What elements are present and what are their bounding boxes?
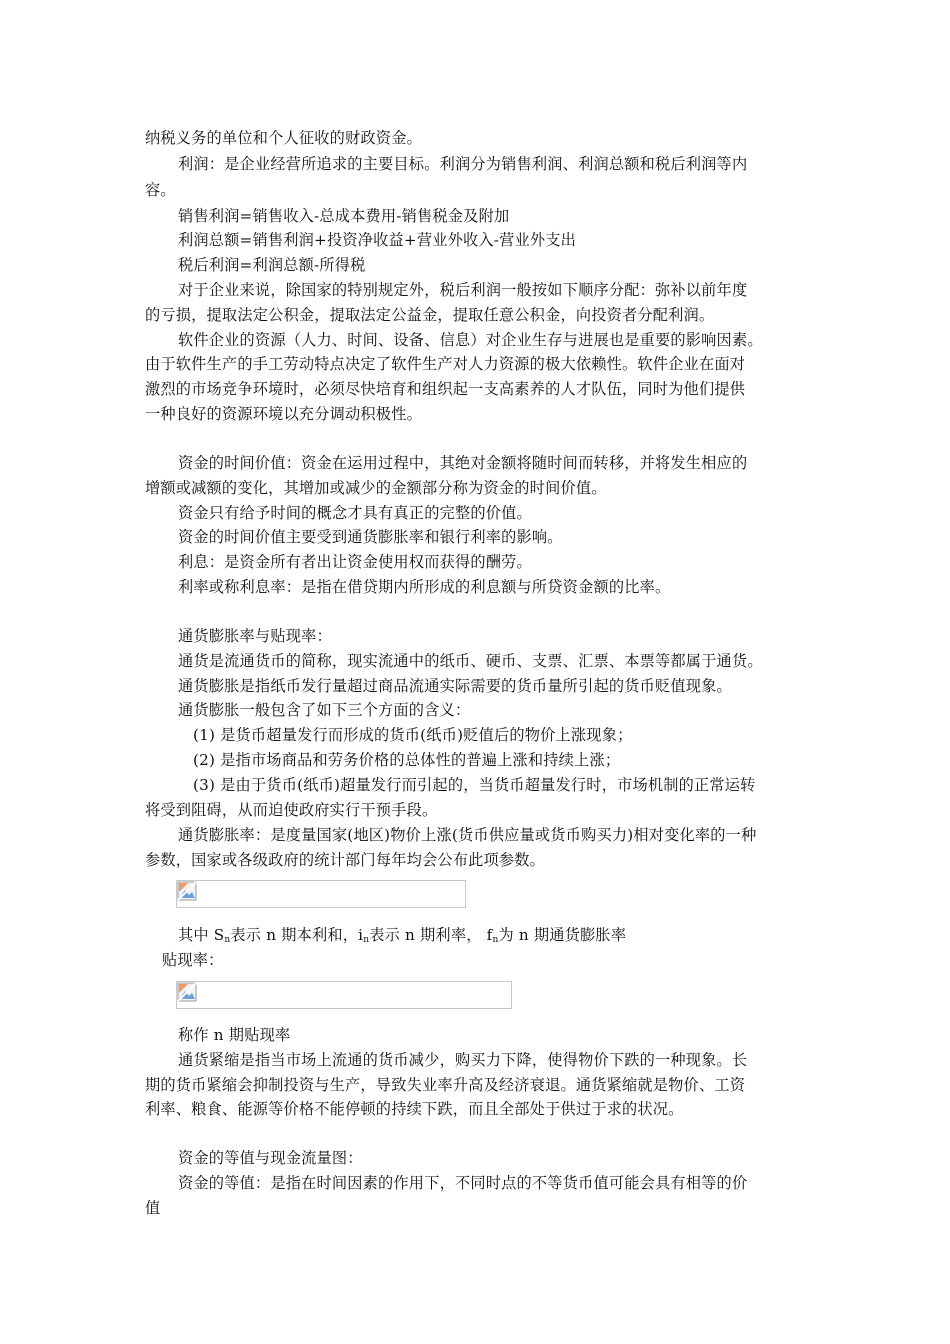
paragraph-line: 资金的时间价值：资金在运用过程中，其绝对金额将随时间而转移，并将发生相应的 (178, 454, 748, 472)
paragraph-line: 由于软件生产的手工劳动特点决定了软件生产对人力资源的极大依赖性。软件企业在面对 (145, 355, 746, 373)
paragraph-line: 纳税义务的单位和个人征收的财政资金。 (145, 129, 422, 147)
paragraph-line: 通货是流通货币的简称，现实流通中的纸币、硬币、支票、汇票、本票等都属于通货。 (178, 652, 763, 670)
paragraph-line: 容。 (145, 181, 176, 199)
broken-image-icon (177, 881, 197, 901)
paragraph-line: 参数，国家或各级政府的统计部门每年均会公布此项参数。 (145, 851, 546, 869)
section-heading: 通货膨胀率与贴现率： (178, 627, 332, 645)
paragraph-line: 对于企业来说，除国家的特别规定外，税后利润一般按如下顺序分配：弥补以前年度 (178, 281, 748, 299)
paragraph-line: 资金的等值：是指在时间因素的作用下，不同时点的不等货币值可能会具有相等的价 (178, 1174, 748, 1192)
paragraph-line: 一种良好的资源环境以充分调动积极性。 (145, 405, 422, 423)
formula-image-placeholder (176, 981, 512, 1009)
formula-description: 其中 $S_n$表示 n 期本利和，$i_n$表示 n 期利率， $f_n$为 n 期通货膨胀率 (178, 926, 627, 945)
paragraph-line: 称作 n 期贴现率 (178, 1026, 291, 1044)
paragraph-line: 通货膨胀是指纸币发行量超过商品流通实际需要的货币量所引起的货币贬值现象。 (178, 677, 732, 695)
paragraph-line: 利率、粮食、能源等价格不能停顿的持续下跌，而且全部处于供过于求的状况。 (145, 1100, 684, 1118)
formula-line: 销售利润=销售收入-总成本费用-销售税金及附加 (178, 207, 510, 225)
list-item: (3) 是由于货币(纸币)超量发行而引起的，当货币超量发行时，市场机制的正常运转 (193, 776, 756, 794)
paragraph-line: 增额或减额的变化，其增加或减少的金额部分称为资金的时间价值。 (145, 479, 607, 497)
paragraph-line: 通货紧缩是指当市场上流通的货币减少，购买力下降，使得物价下跌的一种现象。长 (178, 1051, 748, 1069)
list-item-continuation: 将受到阻碍，从而迫使政府实行干预手段。 (145, 801, 438, 819)
subheading: 贴现率： (162, 951, 224, 969)
paragraph-line: 利率或称利息率：是指在借贷期内所形成的利息额与所贷资金额的比率。 (178, 578, 671, 596)
section-heading: 资金的等值与现金流量图： (178, 1149, 363, 1167)
paragraph-line: 利润：是企业经营所追求的主要目标。利润分为销售利润、利润总额和税后利润等内 (178, 155, 748, 173)
paragraph-line: 利息：是资金所有者出让资金使用权而获得的酬劳。 (178, 553, 532, 571)
formula-line: 税后利润=利润总额-所得税 (178, 256, 366, 274)
paragraph-line: 通货膨胀率：是度量国家(地区)物价上涨(货币供应量或货币购买力)相对变化率的一种 (178, 826, 757, 844)
list-item: (2) 是指市场商品和劳务价格的总体性的普遍上涨和持续上涨； (193, 751, 621, 769)
paragraph-line: 期的货币紧缩会抑制投资与生产，导致失业率升高及经济衰退。通货紧缩就是物价、工资 (145, 1076, 746, 1094)
list-item: (1) 是货币超量发行而形成的货币(纸币)贬值后的物价上涨现象； (193, 726, 633, 744)
broken-image-icon (177, 982, 197, 1002)
formula-image-placeholder (176, 880, 466, 908)
paragraph-line: 值 (145, 1199, 161, 1217)
paragraph-line: 软件企业的资源（人力、时间、设备、信息）对企业生存与进展也是重要的影响因素。 (178, 331, 763, 349)
formula-line: 利润总额=销售利润+投资净收益+营业外收入-营业外支出 (178, 231, 577, 249)
paragraph-line: 激烈的市场竞争环境时，必须尽快培育和组织起一支高素养的人才队伍，同时为他们提供 (145, 380, 746, 398)
paragraph-line: 资金的时间价值主要受到通货膨胀率和银行利率的影响。 (178, 528, 563, 546)
paragraph-line: 资金只有给予时间的概念才具有真正的完整的价值。 (178, 504, 532, 522)
paragraph-line: 通货膨胀一般包含了如下三个方面的含义： (178, 701, 471, 719)
paragraph-line: 的亏损，提取法定公积金，提取法定公益金，提取任意公积金，向投资者分配利润。 (145, 306, 715, 324)
